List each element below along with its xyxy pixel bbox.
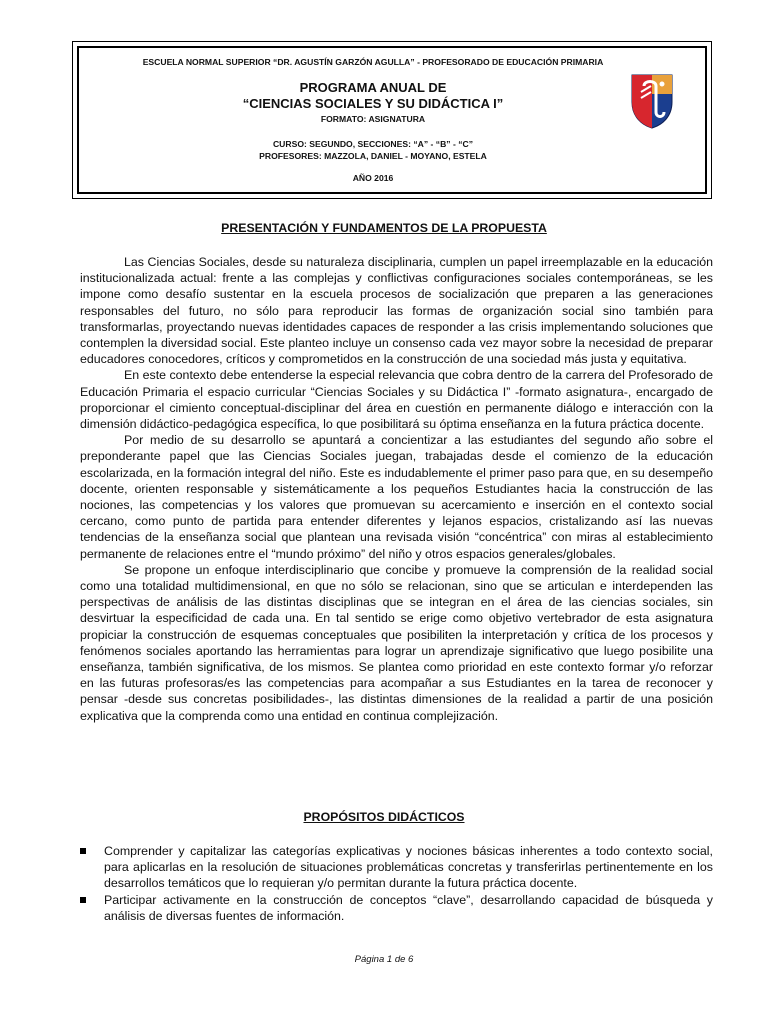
list-item [80,843,713,892]
school-name: ESCUELA NORMAL SUPERIOR “DR. AGUSTÍN GARZÓN AGULLA” - PROFESORADO DE EDUCACIÓN PRIMARIA [142,57,604,67]
course-label: CURSO: SEGUNDO, SECCIONES: “A” - “B” - “C” [272,139,474,149]
year-label: AÑO 2016 [352,173,394,183]
list-item [80,892,713,924]
presentation-paragraph-2: En este contexto debe entenderse la especial relevancia que cobra dentro de la carrera del Profesorado de Educación Primaria el espacio curricular “Ciencias Sociales y su Didáctica I” -formato asignatura-, encargado de proporcionar el cimiento conceptual-disciplinar del área en cuestión en permanente diálogo e interacción con la dimensión didáctico-pedagógica específica, lo que posibilitará su óptima enseñanza en la futura práctica docente. [80,368,713,432]
bullet-square-icon [80,848,86,854]
program-title-line1: PROGRAMA ANUAL DE [299,80,447,95]
purposes-section-title: PROPÓSITOS DIDÁCTICOS [303,810,465,824]
presentation-paragraph-3: Por medio de su desarrollo se apuntará a concientizar a las estudiantes del segundo año sobre el preponderante papel que las Ciencias Sociales juegan, trabajadas desde el comienzo de la educación escolarizada, en la formación integral del niño. Este es indudablemente el primer paso para que, en su desempeño docente, orienten responsable y sistemáticamente a los pequeños Estudiantes hacia la construcción de las nociones, las competencias y los valores que promuevan su acercamiento e inserción en el contexto social cercano, como punto de partida para entender diferentes y lejanos espacios, cristalizando así las nuevas tendencias de la enseñanza social que plantean una revisada visión “concéntrica” con miras al establecimiento permanente de relaciones entre el “mundo próximo” del niño y otros espacios generales/globales. [80,433,713,561]
page-number: Página 1 de 6 [354,954,414,965]
presentation-section-title: PRESENTACIÓN Y FUNDAMENTOS DE LA PROPUESTA [221,221,547,235]
professors-label: PROFESORES: MAZZOLA, DANIEL - MOYANO, ESTELA [259,151,487,161]
presentation-paragraph-4: Se propone un enfoque interdisciplinario que concibe y promueve la comprensión de la realidad social como una totalidad multidimensional, en que no sólo se relacionan, sino que se articulan e interdependen las perspectivas de análisis de las distintas disciplinas que se integran en el área de las ciencias sociales, sin desvirtuar la especificidad de cada una. En tal sentido se erige como objetivo vertebrador de esta asignatura propiciar la construcción de esquemas conceptuales que posibiliten la interpretación y crítica de los procesos y fenómenos sociales aportando las herramientas para lograr un aprendizaje significativo que luego posibilite una enseñanza, también significativa, de los mismos. Se plantea como prioridad en este contexto formar y/o reforzar en las futuras profesoras/es las competencias para acompañar a sus Estudiantes en la tarea de reconocer y pensar -desde sus concretas posibilidades-, las distintas dimensiones de la realidad a partir de una posición explicativa que la comprenda como una entidad en continua complejización. [80,562,713,723]
school-shield-logo [629,72,675,130]
presentation-paragraph-1: Las Ciencias Sociales, desde su naturaleza disciplinaria, cumplen un papel irreemplazable en la educación institucionalizada actual: frente a las complejas y conflictivas configuraciones sociales contemporáneas, se les impone como desafío sustentar en la escuela procesos de socialización que preparen a las generaciones responsables del futuro, no sólo para reproducir las formas de organización social sino también para transformarlas, proyectando nuevas identidades capaces de responder a las crisis implementando soluciones que contemplen la diversidad social. Este planteo incluye un consenso cada vez mayor sobre la necesidad de preparar educadores conocedores, críticos y comprometidos en la construcción de una sociedad más justa y equitativa. [80,255,713,367]
presentation-text [80,254,713,724]
bullet-square-icon [80,897,86,903]
format-label: FORMATO: ASIGNATURA [320,114,426,124]
program-title-line2: “CIENCIAS SOCIALES Y SU DIDÁCTICA I” [242,96,504,111]
purposes-list [80,843,713,924]
purpose-text-2: Participar activamente en la construcción de conceptos “clave”, desarrollando capacidad de búsqueda y análisis de diversas fuentes de información. [104,892,713,923]
purpose-text-1: Comprender y capitalizar las categorías explicativas y nociones básicas inherentes a todo contexto social, para aplicarlas en la resolución de situaciones problemáticas concretas y transferirlas pertinentemente en los desarrollos temáticos que lo requieran y/o permitan durante la futura práctica docente. [104,844,713,891]
